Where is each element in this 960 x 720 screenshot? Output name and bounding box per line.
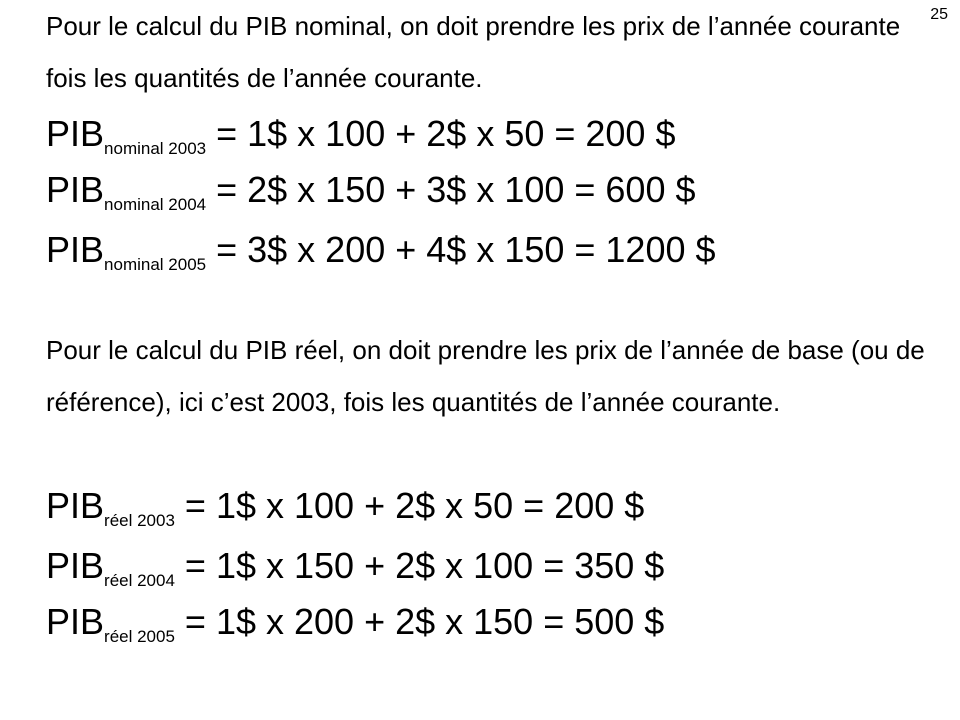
formula-subscript: réel 2005 — [104, 627, 175, 646]
formula-label: PIB — [46, 485, 105, 526]
formula-expression: = 1$ x 150 + 2$ x 100 = 350 $ — [174, 545, 665, 586]
formula-label: PIB — [46, 545, 105, 586]
formula-expression: = 1$ x 200 + 2$ x 150 = 500 $ — [174, 601, 665, 642]
formula-subscript: nominal 2003 — [104, 139, 207, 158]
formula-subscript: nominal 2004 — [104, 195, 207, 214]
formula-label: PIB — [46, 229, 105, 270]
real-gdp-2004-formula — [46, 544, 664, 595]
formula-subscript: réel 2004 — [104, 571, 175, 590]
formula-label: PIB — [46, 601, 105, 642]
real-gdp-2003-formula — [46, 484, 644, 535]
formula-label: PIB — [46, 113, 105, 154]
formula-subscript: nominal 2005 — [104, 255, 207, 274]
nominal-gdp-2003-formula — [46, 112, 675, 163]
nominal-gdp-2004-formula — [46, 168, 696, 219]
real-gdp-intro: Pour le calcul du PIB réel, on doit prendre les prix de l’année de base (ou de référence), ici c’est 2003, fois les quantités de l’année courante. — [46, 335, 925, 417]
formula-expression: = 3$ x 200 + 4$ x 150 = 1200 $ — [206, 229, 716, 270]
formula-expression: = 2$ x 150 + 3$ x 100 = 600 $ — [206, 169, 696, 210]
page-number: 25 — [930, 6, 948, 23]
real-gdp-2005-formula — [46, 600, 664, 651]
formula-expression: = 1$ x 100 + 2$ x 50 = 200 $ — [174, 485, 645, 526]
nominal-gdp-2005-formula — [46, 228, 716, 279]
formula-subscript: réel 2003 — [104, 511, 175, 530]
formula-expression: = 1$ x 100 + 2$ x 50 = 200 $ — [206, 113, 676, 154]
nominal-gdp-intro: Pour le calcul du PIB nominal, on doit prendre les prix de l’année courante fois les quantités de l’année courante. — [46, 11, 901, 93]
formula-label: PIB — [46, 169, 105, 210]
